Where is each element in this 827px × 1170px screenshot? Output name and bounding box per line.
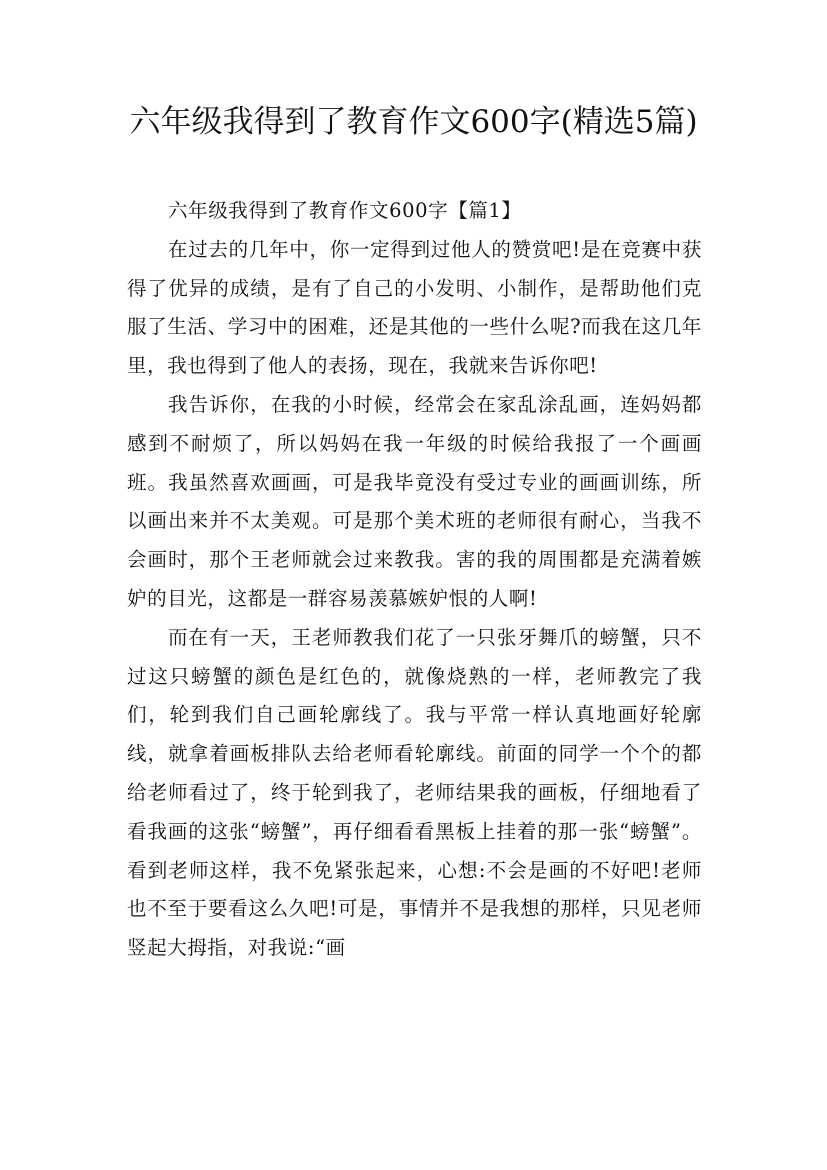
document-title: 六年级我得到了教育作文600字(精选5篇)	[129, 104, 698, 140]
paragraph-2: 我告诉你，在我的小时候，经常会在家乱涂乱画，连妈妈都感到不耐烦了，所以妈妈在我一年级的时候给我报了一个画画班。我虽然喜欢画画，可是我毕竟没有受过专业的画画训练，所以画出来并不太美观。可是那个美术班的老师很有耐心，当我不会画时，那个王老师就会过来教我。害的我的周围都是充满着嫉妒的目光，这都是一群容易羡慕嫉妒恨的人啊!	[127, 392, 702, 610]
document-body	[127, 192, 702, 968]
paragraph-1: 在过去的几年中，你一定得到过他人的赞赏吧!是在竞赛中获得了优异的成绩，是有了自己的小发明、小制作，是帮助他们克服了生活、学习中的困难，还是其他的一些什么呢?而我在这几年里，我也得到了他人的表扬，现在，我就来告诉你吧!	[127, 237, 702, 378]
paragraph-3: 而在有一天，王老师教我们花了一只张牙舞爪的螃蟹，只不过这只螃蟹的颜色是红色的，就像烧熟的一样，老师教完了我们，轮到我们自己画轮廓线了。我与平常一样认真地画好轮廓线，就拿着画板排队去给老师看轮廓线。前面的同学一个个的都给老师看过了，终于轮到我了，老师结果我的画板，仔细地看了看我画的这张“螃蟹”，再仔细看看黑板上挂着的那一张“螃蟹”。看到老师这样，我不免紧张起来，心想:不会是画的不好吧!老师也不至于要看这么久吧!可是，事情并不是我想的那样，只见老师竖起大拇指，对我说:“画	[127, 625, 702, 960]
section-heading: 六年级我得到了教育作文600字【篇1】	[168, 199, 522, 222]
